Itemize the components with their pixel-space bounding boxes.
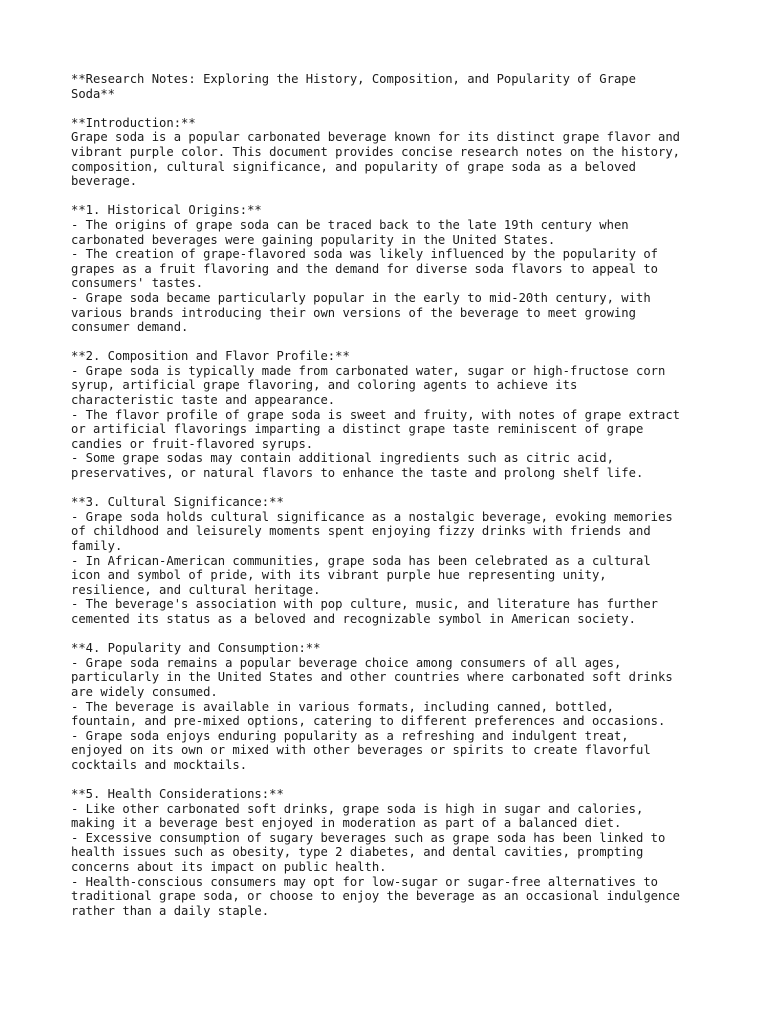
- bullet-line: consumer demand.: [71, 320, 189, 335]
- spacer: [71, 101, 711, 116]
- bullet-line: cocktails and mocktails.: [71, 757, 248, 772]
- bullet-line: grapes as a fruit flavoring and the demand for diverse soda flavors to appeal to: [71, 261, 658, 276]
- bullet-line: family.: [71, 539, 123, 553]
- spacer: [71, 627, 711, 642]
- bullet-line: - The beverage is available in various formats, including canned, bottled,: [71, 699, 614, 714]
- bullet-line: are widely consumed.: [71, 684, 218, 699]
- bullet-line: fountain, and pre-mixed options, catering to different preferences and occasions.: [71, 714, 666, 729]
- bullet-line: - The flavor profile of grape soda is sweet and fruity, with notes of grape extract: [71, 407, 681, 422]
- bullet-line: candies or fruit-flavored syrups.: [71, 436, 314, 451]
- bullet-line: - Grape soda enjoys enduring popularity as a refreshing and indulgent treat,: [71, 728, 629, 743]
- bullet-line: - Health-conscious consumers may opt for low-sugar or sugar-free alternatives to: [71, 874, 658, 889]
- bullet-line: traditional grape soda, or choose to enjoy the beverage as an occasional indulgence: [71, 889, 681, 904]
- bullet-line: - Some grape sodas may contain additional ingredients such as citric acid,: [71, 451, 614, 466]
- section-heading: **4. Popularity and Consumption:**: [71, 641, 321, 656]
- bullet-line: preservatives, or natural flavors to enhance the taste and prolong shelf life.: [71, 466, 644, 481]
- section-heading: **Introduction:**: [71, 115, 196, 130]
- bullet-line: - Grape soda became particularly popular in the early to mid-20th century, with: [71, 290, 651, 305]
- bullet-line: carbonated beverages were gaining popularity in the United States.: [71, 232, 556, 247]
- spacer: [71, 481, 711, 496]
- bullet-line: consumers' tastes.: [71, 276, 204, 291]
- paragraph-line: vibrant purple color. This document provides concise research notes on the history,: [71, 144, 681, 159]
- section-heading: **5. Health Considerations:**: [71, 787, 284, 802]
- bullet-line: syrup, artificial grape flavoring, and coloring agents to achieve its: [71, 378, 578, 393]
- title-line: Soda**: [71, 86, 116, 101]
- bullet-line: concerns about its impact on public health.: [71, 860, 387, 875]
- bullet-line: making it a beverage best enjoyed in moderation as part of a balanced diet.: [71, 816, 622, 831]
- bullet-line: rather than a daily staple.: [71, 903, 270, 918]
- section-health: [71, 787, 711, 918]
- bullet-line: enjoyed on its own or mixed with other beverages or spirits to create flavorful: [71, 743, 651, 758]
- bullet-line: cemented its status as a beloved and recognizable symbol in American society.: [71, 611, 636, 626]
- bullet-line: icon and symbol of pride, with its vibrant purple hue representing unity,: [71, 568, 607, 583]
- section-heading: **3. Cultural Significance:**: [71, 495, 284, 510]
- bullet-line: - The origins of grape soda can be traced back to the late 19th century when: [71, 217, 629, 232]
- section-popularity: [71, 641, 711, 772]
- section-historical-origins: [71, 203, 711, 334]
- paragraph-line: composition, cultural significance, and popularity of grape soda as a beloved: [71, 159, 636, 174]
- section-heading: **1. Historical Origins:**: [71, 203, 262, 218]
- bullet-line: - Grape soda holds cultural significance as a nostalgic beverage, evoking memories: [71, 509, 673, 524]
- spacer: [71, 335, 711, 350]
- bullet-line: of childhood and leisurely moments spent enjoying fizzy drinks with friends and: [71, 524, 651, 539]
- bullet-line: particularly in the United States and other countries where carbonated soft drinks: [71, 670, 673, 685]
- bullet-line: various brands introducing their own versions of the beverage to meet growing: [71, 305, 636, 320]
- spacer: [71, 189, 711, 204]
- section-composition: [71, 349, 711, 480]
- section-cultural-significance: [71, 495, 711, 626]
- paragraph-line: beverage.: [71, 174, 138, 189]
- spacer: [71, 773, 711, 788]
- document-title: [71, 72, 711, 101]
- title-line: **Research Notes: Exploring the History, Composition, and Popularity of Grape: [71, 72, 636, 86]
- bullet-line: health issues such as obesity, type 2 diabetes, and dental cavities, prompting: [71, 845, 644, 860]
- bullet-line: - The creation of grape-flavored soda was likely influenced by the popularity of: [71, 247, 658, 262]
- bullet-line: - Grape soda is typically made from carbonated water, sugar or high-fructose corn: [71, 363, 666, 378]
- section-introduction: [71, 116, 711, 189]
- paragraph-line: Grape soda is a popular carbonated beverage known for its distinct grape flavor and: [71, 130, 681, 145]
- bullet-line: resilience, and cultural heritage.: [71, 582, 321, 597]
- bullet-line: characteristic taste and appearance.: [71, 393, 336, 408]
- document-page: [71, 72, 711, 918]
- bullet-line: - Grape soda remains a popular beverage choice among consumers of all ages,: [71, 655, 622, 670]
- bullet-line: - Excessive consumption of sugary beverages such as grape soda has been linked to: [71, 830, 666, 845]
- section-heading: **2. Composition and Flavor Profile:**: [71, 349, 350, 364]
- bullet-line: - In African-American communities, grape soda has been celebrated as a cultural: [71, 553, 651, 568]
- bullet-line: or artificial flavorings imparting a distinct grape taste reminiscent of grape: [71, 422, 644, 437]
- bullet-line: - Like other carbonated soft drinks, grape soda is high in sugar and calories,: [71, 801, 644, 816]
- bullet-line: - The beverage's association with pop culture, music, and literature has further: [71, 597, 658, 612]
